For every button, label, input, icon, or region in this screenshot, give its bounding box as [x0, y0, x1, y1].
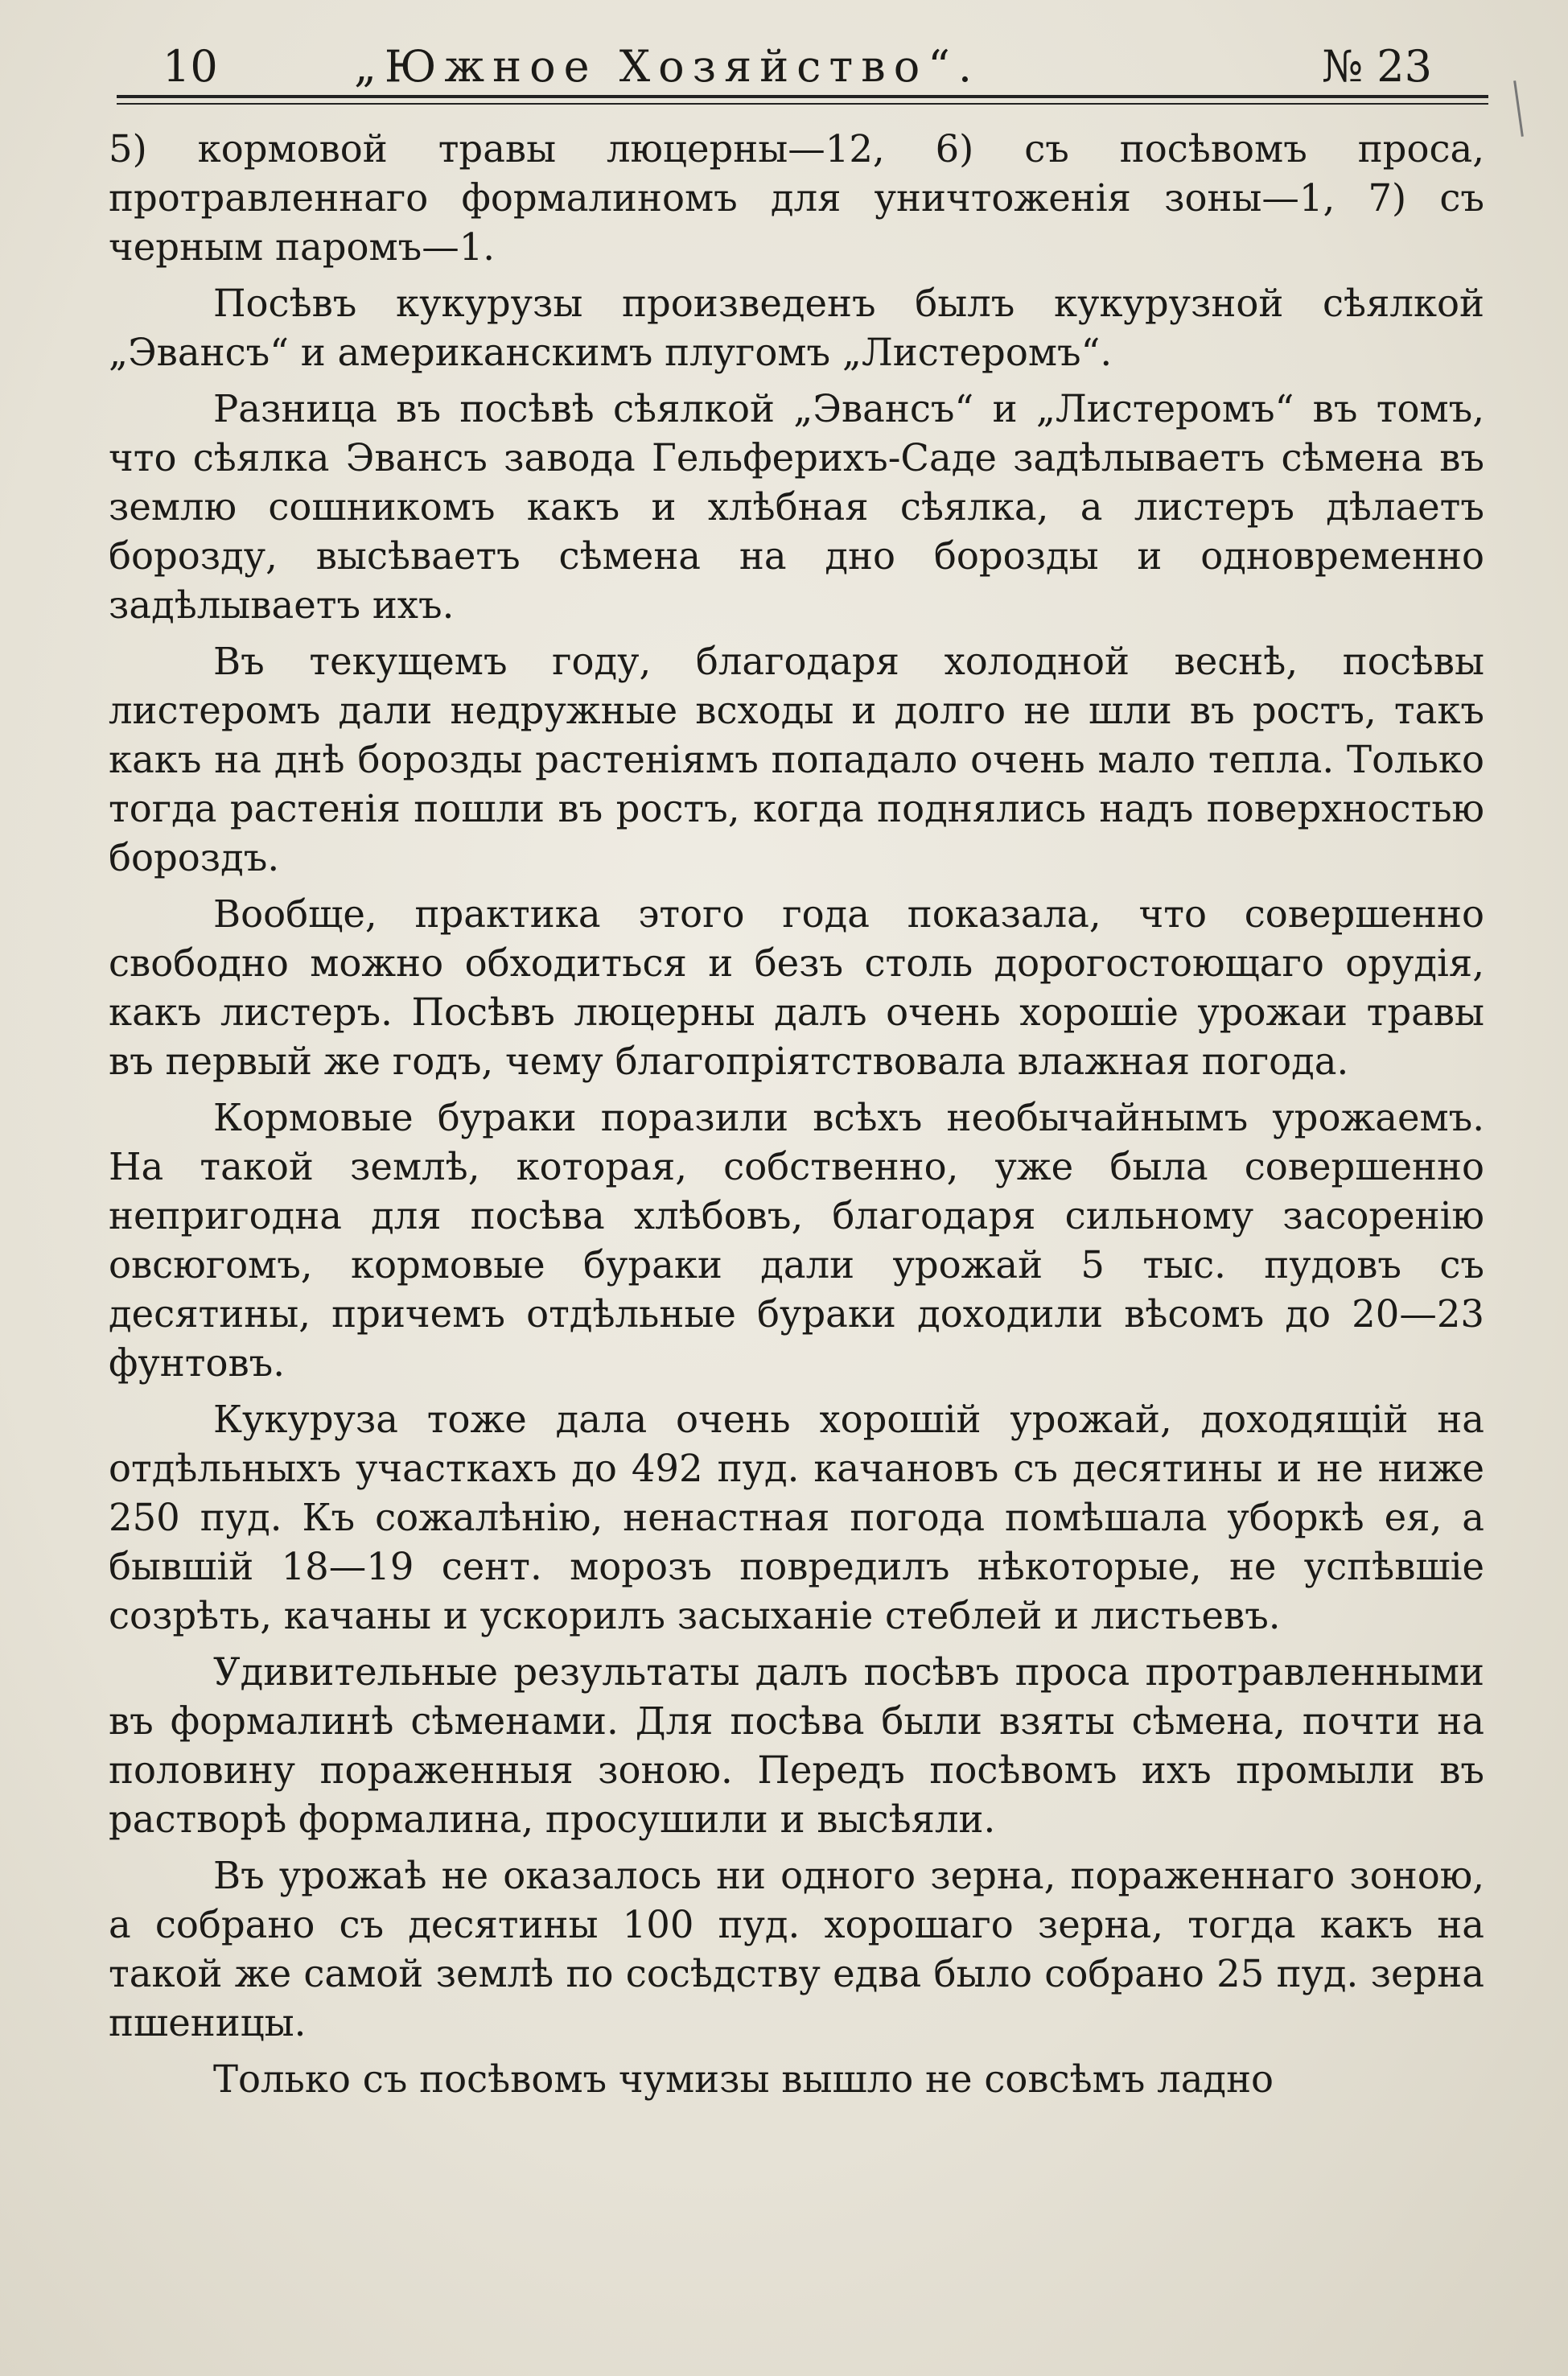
paragraph: Кукуруза тоже дала очень хорошій урожай, доходящій на отдѣльныхъ участкахъ до 492 пуд. качановъ съ десятины и не ниже 250 пуд. Къ сожалѣнію, ненастная погода помѣшала уборкѣ ея, а бывшій 18—19 сент. морозъ повредилъ нѣкоторые, не успѣвшіе созрѣть, качаны и ускорилъ засыханіе стеблей и листьевъ. — [109, 1398, 1484, 1637]
article-body — [109, 125, 1484, 2111]
paragraph: Разница въ посѣвѣ сѣялкой „Эвансъ“ и „Листеромъ“ въ томъ, что сѣялка Эвансъ завода Гельферихъ-Саде задѣлываетъ сѣмена въ землю сошникомъ какъ и хлѣбная сѣялка, а листеръ дѣлаетъ борозду, высѣваетъ сѣмена на дно борозды и одновременно задѣлываетъ ихъ. — [109, 387, 1484, 627]
header-rule-thin — [117, 103, 1488, 105]
issue-number: № 23 — [1322, 41, 1432, 92]
page-number: 10 — [163, 41, 218, 92]
journal-title: „Южное Хозяйство“. — [354, 41, 980, 92]
paragraph: Въ урожаѣ не оказалось ни одного зерна, пораженнаго зоною, а собрано съ десятины 100 пуд. хорошаго зерна, тогда какъ на такой же самой землѣ по сосѣдству едва было собрано 25 пуд. зерна пшеницы. — [109, 1854, 1484, 2045]
paragraph: Вообще, практика этого года показала, что совершенно свободно можно обходиться и безъ столь дорогостоющаго орудія, какъ листеръ. Посѣвъ люцерны далъ очень хорошіе урожаи травы въ первый же годъ, чему благопріятствовала влажная погода. — [109, 892, 1484, 1083]
paragraph: Кормовые бураки поразили всѣхъ необычайнымъ урожаемъ. На такой землѣ, которая, собственно, уже была совершенно непригодна для посѣва хлѣбовъ, благодаря сильному засоренію овсюгомъ, кормовые бураки дали урожай 5 тыс. пудовъ съ десятины, причемъ отдѣльные бураки доходили вѣсомъ до 20—23 фунтовъ. — [109, 1096, 1484, 1385]
margin-mark — [1513, 80, 1524, 137]
paragraph: Посѣвъ кукурузы произведенъ былъ кукурузной сѣялкой „Эвансъ“ и американскимъ плугомъ „Листеромъ“. — [109, 282, 1484, 374]
paragraph: 5) кормовой травы люцерны—12, 6) съ посѣвомъ проса, протравленнаго формалиномъ для уничтоженія зоны—1, 7) съ черным паромъ—1. — [109, 127, 1484, 269]
paragraph: Только съ посѣвомъ чумизы вышло не совсѣмъ ладно — [213, 2057, 1274, 2101]
page-header — [113, 39, 1448, 95]
header-rule-thick — [117, 95, 1488, 98]
paragraph: Въ текущемъ году, благодаря холодной веснѣ, посѣвы листеромъ дали недружные всходы и долго не шли въ ростъ, такъ какъ на днѣ борозды растеніямъ попадало очень мало тепла. Только тогда растенія пошли въ ростъ, когда поднялись надъ поверхностью бороздъ. — [109, 640, 1484, 879]
paragraph: Удивительные результаты далъ посѣвъ проса протравленными въ формалинѣ сѣменами. Для посѣва были взяты сѣмена, почти на половину пораженныя зоною. Передъ посѣвомъ ихъ промыли въ растворѣ формалина, просушили и высѣяли. — [109, 1650, 1484, 1841]
